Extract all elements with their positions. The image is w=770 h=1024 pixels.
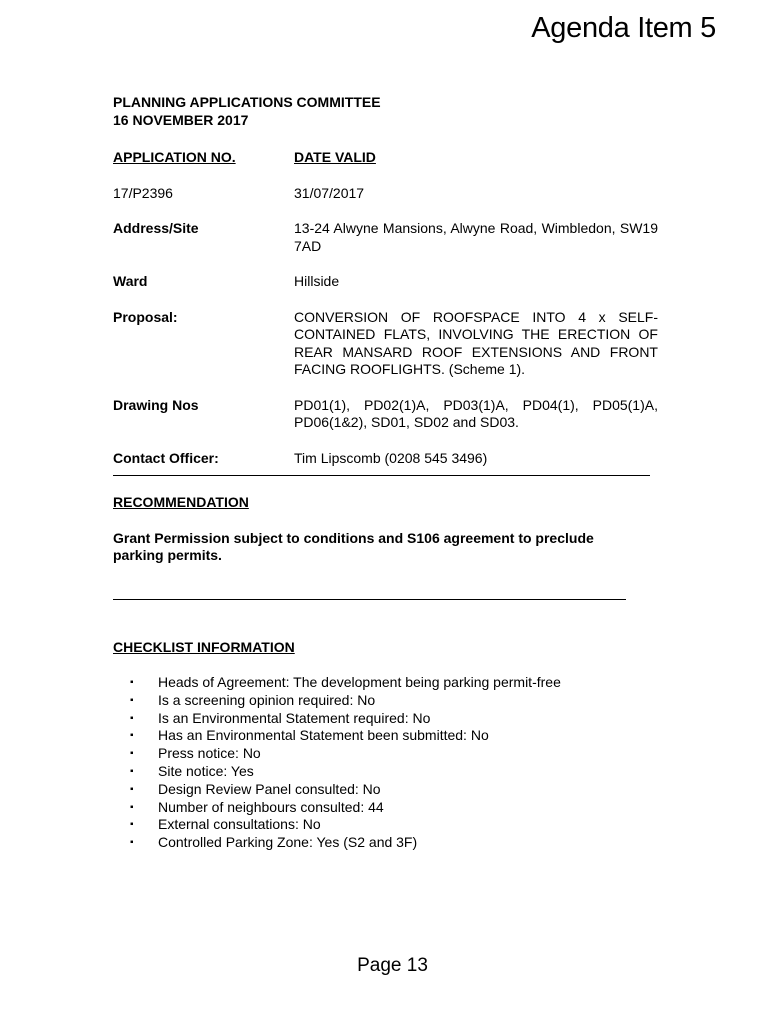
date-valid-value: 31/07/2017 — [294, 184, 365, 201]
bullet-icon: ▪ — [130, 677, 134, 688]
bullet-icon: ▪ — [130, 694, 134, 706]
bullet-icon: ▪ — [130, 783, 134, 795]
checklist-item-text: Is an Environmental Statement required: No — [158, 709, 431, 726]
list-item — [130, 710, 658, 728]
recommendation-text: Grant Permission subject to conditions and S106 agreement to preclude parking permits. — [113, 529, 594, 563]
checklist-item-text: Is a screening opinion required: No — [158, 691, 376, 708]
bullet-icon: ▪ — [130, 712, 134, 724]
list-item — [130, 781, 658, 799]
checklist-item-text: Design Review Panel consulted: No — [158, 780, 381, 797]
recommendation-divider — [113, 599, 626, 600]
bullet-icon: ▪ — [130, 819, 134, 831]
list-item — [130, 816, 658, 834]
checklist-item-text: Controlled Parking Zone: Yes (S2 and 3F) — [158, 834, 418, 851]
list-item — [130, 692, 658, 710]
proposal-label: Proposal: — [113, 308, 178, 325]
page-number: Page 13 — [357, 955, 428, 976]
checklist-item-text: External consultations: No — [158, 816, 321, 833]
bullet-icon: ▪ — [130, 730, 134, 742]
ward-row — [113, 273, 658, 291]
application-number: 17/P2396 — [113, 184, 173, 201]
checklist-item-text: Number of neighbours consulted: 44 — [158, 798, 384, 815]
checklist-item-text: Press notice: No — [158, 745, 261, 762]
document-body — [113, 94, 658, 852]
contact-officer-value: Tim Lipscomb (0208 545 3496) — [294, 449, 488, 466]
checklist-item-text: Heads of Agreement: The development being parking permit-free — [158, 674, 561, 690]
proposal-row — [113, 309, 658, 379]
committee-name: PLANNING APPLICATIONS COMMITTEE — [113, 94, 381, 110]
application-row — [113, 185, 658, 203]
address-value: 13-24 Alwyne Mansions, Alwyne Road, Wimbledon, SW19 7AD — [294, 220, 658, 254]
list-item — [130, 727, 658, 745]
ward-label: Ward — [113, 273, 148, 289]
contact-officer-row — [113, 450, 658, 468]
committee-date: 16 NOVEMBER 2017 — [113, 111, 249, 128]
bullet-icon: ▪ — [130, 837, 134, 849]
date-valid-header: DATE VALID — [294, 149, 376, 165]
address-label: Address/Site — [113, 220, 199, 236]
application-no-header: APPLICATION NO. — [113, 149, 236, 165]
contact-officer-label: Contact Officer: — [113, 449, 219, 466]
list-item — [130, 745, 658, 763]
recommendation-heading: RECOMMENDATION — [113, 494, 249, 510]
list-item — [130, 834, 658, 852]
drawing-nos-label: Drawing Nos — [113, 396, 199, 413]
list-item — [130, 799, 658, 817]
section-divider — [113, 475, 650, 476]
bullet-icon: ▪ — [130, 765, 134, 777]
checklist-item-text: Site notice: Yes — [158, 762, 254, 779]
checklist-heading: CHECKLIST INFORMATION — [113, 638, 295, 655]
checklist-item-text: Has an Environmental Statement been submitted: No — [158, 727, 489, 744]
column-header-row — [113, 149, 658, 167]
bullet-icon: ▪ — [130, 748, 134, 760]
list-item — [130, 763, 658, 781]
address-row — [113, 220, 658, 255]
drawing-nos-value: PD01(1), PD02(1)A, PD03(1)A, PD04(1), PD05(1)A, PD06(1&2), SD01, SD02 and SD03. — [294, 396, 658, 430]
bullet-icon: ▪ — [130, 801, 134, 813]
proposal-value: CONVERSION OF ROOFSPACE INTO 4 x SELF-CONTAINED FLATS, INVOLVING THE ERECTION OF REAR MANSARD ROOF EXTENSIONS AND FRONT FACING ROOFLIGHTS. (Scheme 1). — [294, 308, 658, 377]
list-item — [130, 674, 658, 692]
ward-value: Hillside — [294, 273, 340, 289]
checklist — [113, 674, 658, 852]
agenda-item-label: Agenda Item 5 — [531, 12, 716, 44]
drawing-nos-row — [113, 397, 658, 432]
